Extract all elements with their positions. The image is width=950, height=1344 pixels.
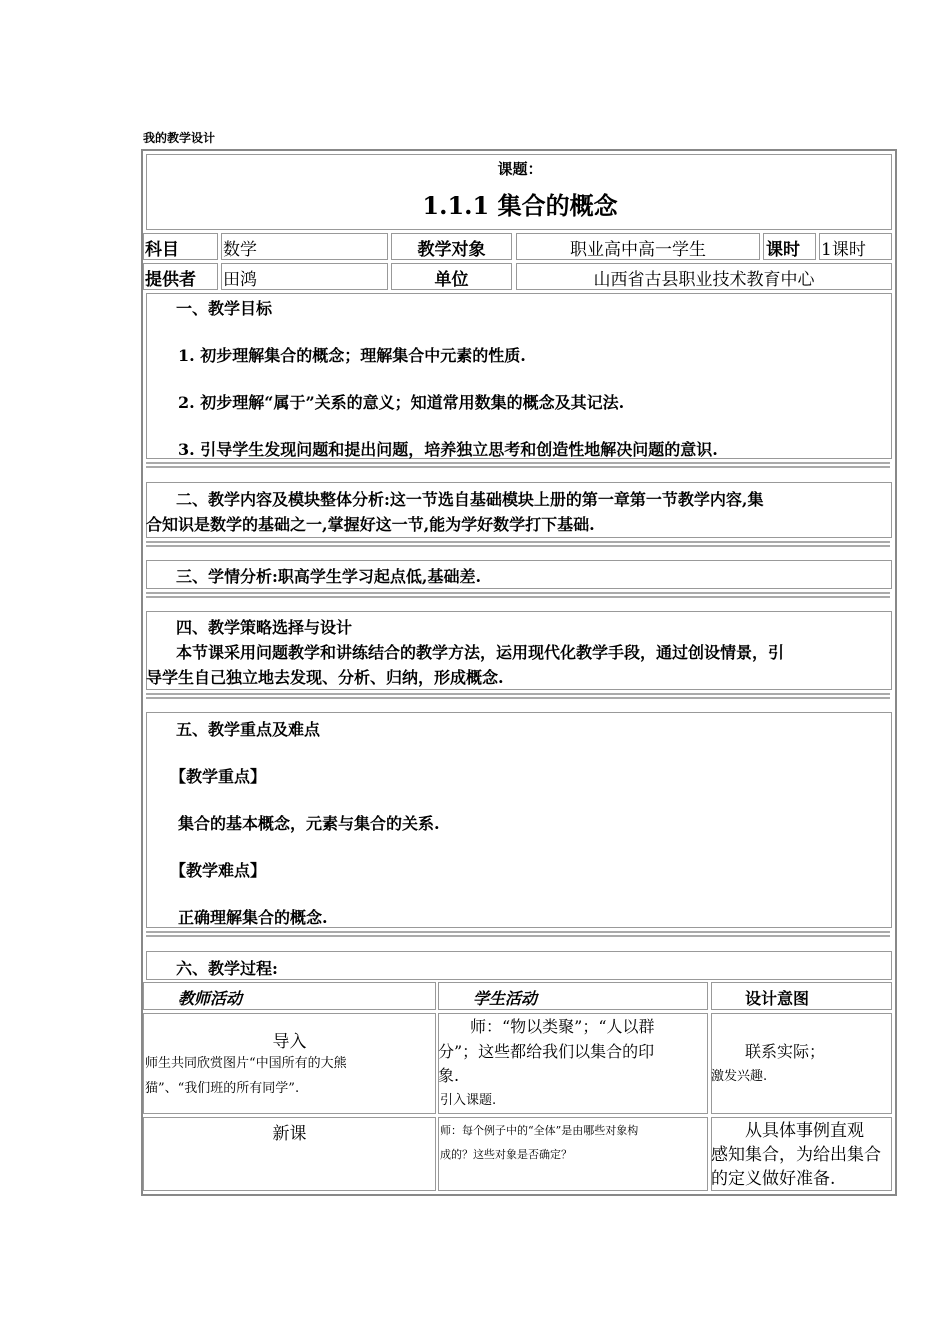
row2-intent-line-2: 感知集合，为给出集合 [711, 1145, 881, 1165]
row1-student-line-3: 象. [438, 1066, 460, 1085]
provider-value: 田鸿 [223, 270, 257, 290]
row1-student-line-1: 师：“物以类聚”；“人以群 [470, 1017, 655, 1036]
row2-intent-line-1: 从具体事例直观 [745, 1121, 864, 1141]
key-label: 【教学重点】 [170, 767, 267, 786]
goal-item-1: 1. 初步理解集合的概念；理解集合中元素的性质. [178, 346, 526, 365]
goals-heading: 一、教学目标 [176, 299, 273, 318]
row2-student-line-1: 师：每个例子中的“全体”是由哪些对象构 [440, 1124, 639, 1137]
process-heading: 六、教学过程: [176, 959, 278, 978]
goal-item-3: 3. 引导学生发现问题和提出问题，培养独立思考和创造性地解决问题的意识. [178, 440, 718, 459]
unit-key: 单位 [434, 270, 469, 290]
row1-teacher-line-1: 师生共同欣赏图片“中国所有的大熊 [145, 1056, 347, 1071]
row1-student-line-4: 引入课题. [440, 1093, 497, 1108]
page-label: 我的教学设计 [143, 131, 216, 145]
page-title: 1.1.1 集合的概念 [422, 191, 618, 220]
audience-value: 职业高中高一学生 [570, 240, 706, 260]
subject-value: 数学 [223, 240, 257, 260]
row1-student-line-2: 分”；这些都给我们以集合的印 [438, 1042, 655, 1061]
separator [146, 541, 890, 547]
row1-teacher-title: 导入 [272, 1032, 307, 1052]
hard-label: 【教学难点】 [170, 861, 267, 880]
separator [146, 693, 890, 699]
unit-value: 山西省古县职业技术教育中心 [593, 270, 815, 290]
separator [146, 592, 890, 598]
content-line-1: 二、教学内容及模块整体分析:这一节选自基础模块上册的第一章第一节教学内容,集 [176, 490, 764, 509]
strategy-line-1: 本节课采用问题教学和讲练结合的教学方法，运用现代化教学手段，通过创设情景，引 [176, 643, 785, 662]
hours-key: 课时 [766, 240, 800, 260]
row1-teacher-line-2: 猫”、“我们班的所有同学”. [145, 1081, 300, 1096]
subject-key: 科目 [145, 240, 179, 260]
separator [146, 931, 890, 937]
subject-label: 课题： [497, 160, 543, 178]
strategy-heading: 四、教学策略选择与设计 [176, 618, 353, 637]
col-header-intent: 设计意图 [745, 989, 810, 1008]
row1-intent-line-1: 联系实际； [745, 1042, 826, 1061]
content-line-2: 合知识是数学的基础之一,掌握好这一节,能为学好数学打下基础. [146, 515, 595, 534]
audience-key: 教学对象 [417, 240, 486, 260]
separator [146, 462, 890, 468]
row1-intent-line-2: 激发兴趣. [711, 1069, 768, 1084]
learners-text: 三、学情分析:职高学生学习起点低,基础差. [176, 567, 482, 586]
col-header-student: 学生活动 [473, 989, 538, 1008]
row2-intent-line-3: 的定义做好准备. [711, 1169, 836, 1189]
hard-text: 正确理解集合的概念. [178, 908, 328, 927]
key-text: 集合的基本概念，元素与集合的关系. [178, 814, 440, 833]
hours-value: 1课时 [821, 240, 866, 260]
row2-teacher-title: 新课 [272, 1124, 307, 1144]
strategy-line-2: 导学生自己独立地去发现、分析、归纳，形成概念. [146, 668, 504, 687]
col-header-teacher: 教师活动 [178, 989, 243, 1008]
provider-key: 提供者 [145, 270, 196, 290]
row2-student-line-2: 成的？这些对象是否确定？ [440, 1148, 572, 1161]
keypoints-heading: 五、教学重点及难点 [176, 720, 321, 739]
goal-item-2: 2. 初步理解“属于”关系的意义；知道常用数集的概念及其记法. [178, 393, 625, 412]
